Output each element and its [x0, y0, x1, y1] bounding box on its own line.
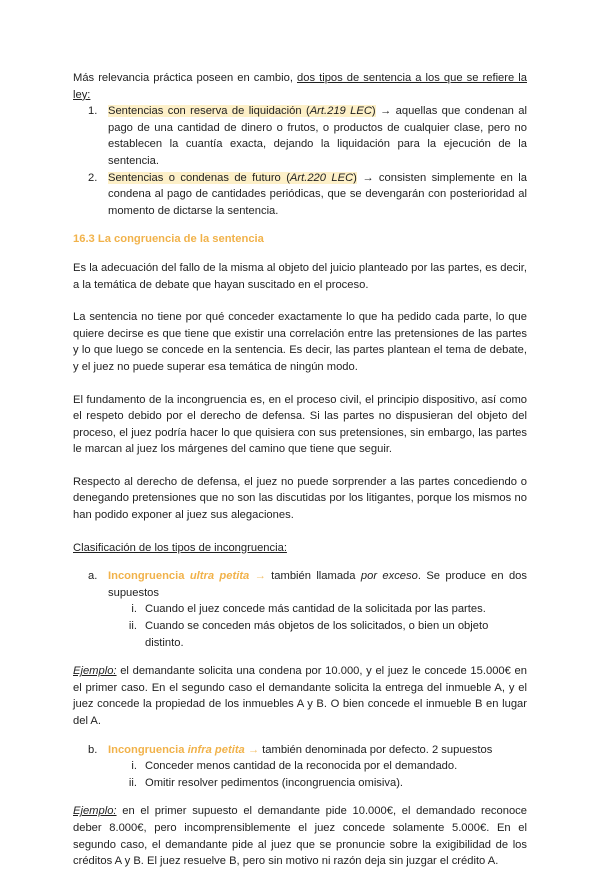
ultra-subitems: [73, 601, 527, 651]
classification-title: Clasificación de los tipos de incongruencia:: [73, 541, 287, 554]
paragraph: Es la adecuación del fallo de la misma al objeto del juicio planteado por las partes, es decir, a la temática de debate que hayan suscitado en el proceso.: [73, 261, 527, 291]
example-paragraph: Ejemplo: el demandante solicita una condena por 10.000, y el juez le concede 15.000€ en el primer caso. En el segundo caso el demandante solicita la entrega del inmueble A, y el juez concede la propiedad de los inmuebles A y B. O bien concede el inmueble B en lugar del A.: [73, 665, 527, 727]
highlighted-term: Sentencias con reserva de liquidación (Art.219 LEC): [108, 105, 376, 118]
paragraph: El fundamento de la incongruencia es, en el proceso civil, el principio dispositivo, así como el respeto debido por el derecho de defensa. Si las partes no dispusieran del objeto del proceso, el juez podría hacer lo que quisiera con sus pretensiones, sin embargo, las partes le marcan al juez los márgenes del camino que tiene que seguir.: [73, 393, 527, 456]
infra-subitems: [73, 758, 527, 791]
list-item: ii. Cuando se conceden más objetos de los solicitados, o bien un objeto distinto.: [128, 620, 489, 649]
intro-underlined: dos tipos de sentencia a los que se refiere la ley:: [73, 72, 527, 101]
infra-petita-list: [73, 742, 527, 759]
highlighted-term: Sentencias o condenas de futuro (Art.220 LEC): [108, 171, 357, 184]
list-item: a. Incongruencia ultra petita → también llamada por exceso. Se produce en dos supuestos: [88, 570, 527, 599]
sentence-types-list: [73, 103, 527, 219]
example-paragraph: Ejemplo: en el primer supuesto el demandante pide 10.000€, el demandado reconoce deber 8.000€, pero incomprensiblemente el juez concede solamente 5.000€. En el segundo caso, el demandante pide al juez que se pronuncie sobre la exigibilidad de los créditos A y B. El juez resuelve B, pero sin motivo ni razón deja sin juzgar el crédito A.: [73, 805, 527, 868]
list-item: ii. Omitir resolver pedimentos (incongruencia omisiva).: [128, 776, 404, 789]
ultra-petita-list: [73, 568, 527, 601]
paragraph: La sentencia no tiene por qué conceder exactamente lo que ha pedido cada parte, lo que quiere decirse es que tiene que existir una correlación entre las pretensiones de las partes y lo que luego se concede en la sentencia. Es decir, las partes plantean el tema de debate, y el juez no puede superar esa temática de ningún modo.: [73, 311, 527, 373]
list-item: i. Cuando el juez concede más cantidad de la solicitada por las partes.: [131, 603, 486, 616]
section-title: 16.3 La congruencia de la sentencia: [73, 233, 264, 246]
paragraph: Respecto al derecho de defensa, el juez no puede sorprender a las partes concediendo o denegando pretensiones que no son las discutidas por los litigantes, porque los mismos no han podido exponer al juez sus alegaciones.: [73, 475, 527, 522]
document-page: [73, 70, 527, 870]
intro-paragraph: Más relevancia práctica poseen en cambio, dos tipos de sentencia a los que se refiere la ley:: [73, 72, 527, 101]
list-item: 2. Sentencias o condenas de futuro (Art.220 LEC) → consisten simplemente en la condena al pago de cantidades periódicas, que se devengarán con posterioridad al momento de dictarse la sentencia.: [88, 171, 527, 217]
list-item: i. Conceder menos cantidad de la reconocida por el demandado.: [131, 760, 458, 773]
list-item: 1. Sentencias con reserva de liquidación (Art.219 LEC) → aquellas que condenan al pago de una cantidad de dinero o frutos, o productos de cualquier clase, pero no establecen la cuantía exacta, dejando la liquidación para la ejecución de la sentencia.: [88, 105, 527, 167]
list-item: b. Incongruencia infra petita → también denominada por defecto. 2 supuestos: [88, 743, 493, 756]
